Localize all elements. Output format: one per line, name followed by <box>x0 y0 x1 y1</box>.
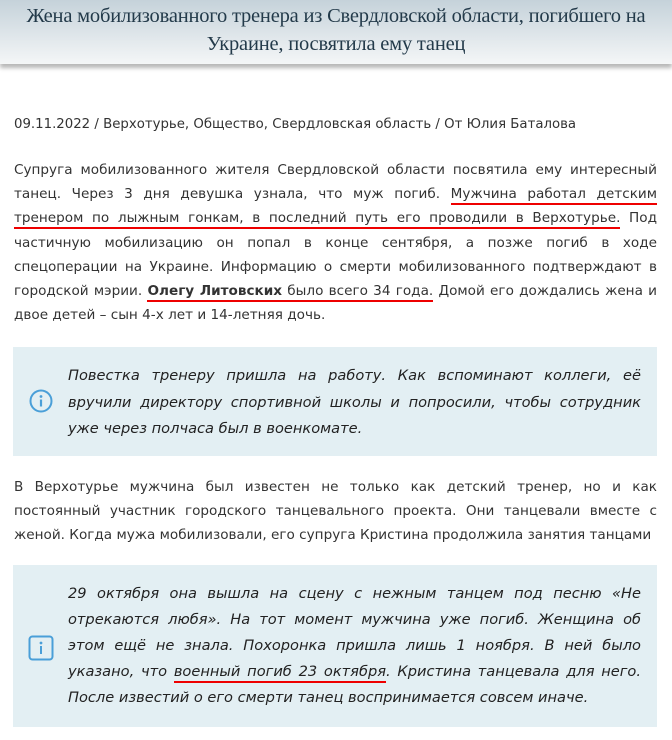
underlined-text: военный погиб 23 октября <box>174 663 386 683</box>
text: Под частичную мобилизацию он попал в конце сентября, а позже погиб в ходе спецоперации на Украине. Информацию о смерти мобилизованного подтверждают в городской мэрии. <box>14 210 657 300</box>
text: . Кристина танцевала для него. После известий о его смерти танец воспринимается совсем иначе. <box>68 663 641 706</box>
author[interactable]: От Юлия Баталова <box>444 117 577 132</box>
text: Супруга мобилизованного жителя Свердловской области посвятила ему интересный танец. Через 3 дня девушка узнала, что муж погиб. <box>14 162 657 203</box>
page-header <box>0 0 672 64</box>
text: Домой его дождались жена и двое детей – сын 4-х лет и 14-летняя дочь. <box>14 283 657 324</box>
bold-name: Олегу Литовских <box>147 283 283 300</box>
callout-text: Повестка тренеру пришла на работу. Как вспоминают коллеги, её вручили директору спортивной школы и попросили, чтобы сотрудник уже через полчаса был в военкомате. <box>68 367 641 437</box>
paragraph-2: В Верхотурье мужчина был известен не только как детский тренер, но и как постоянный участник городского танцевального проекта. Они танцевали вместе с женой. Когда мужа мобилизовали, его супруга Кристина продолжила занятия танцами <box>14 479 657 544</box>
info-square-icon <box>28 635 54 661</box>
underlined-text: было всего 34 года. <box>282 283 434 300</box>
info-circle-icon <box>29 389 53 413</box>
categories[interactable]: Верхотурье, Общество, Свердловская область <box>103 117 432 132</box>
callout-info-1 <box>13 347 657 456</box>
callout-info-2 <box>13 565 657 727</box>
article-title: Жена мобилизованного тренера из Свердловской области, погибшего на Украине, посвятила ему танец <box>26 5 646 55</box>
separator: / <box>90 117 104 132</box>
text: 29 октября она вышла на сцену с нежным танцем под песню «Не отрекаются любя». На тот момент мужчина уже погиб. Женщина об этом ещё не знала. Похоронка пришла лишь 1 ноября. В ней было указано, что <box>68 585 641 680</box>
callout-text <box>68 581 641 711</box>
paragraph-1 <box>14 158 657 327</box>
underlined-text: Мужчина работал детским тренером по лыжным гонкам, в последний путь его проводили в Верхотурье. <box>14 186 657 229</box>
date: 09.11.2022 <box>14 117 91 132</box>
separator: / <box>431 117 445 132</box>
article-meta <box>14 117 576 132</box>
